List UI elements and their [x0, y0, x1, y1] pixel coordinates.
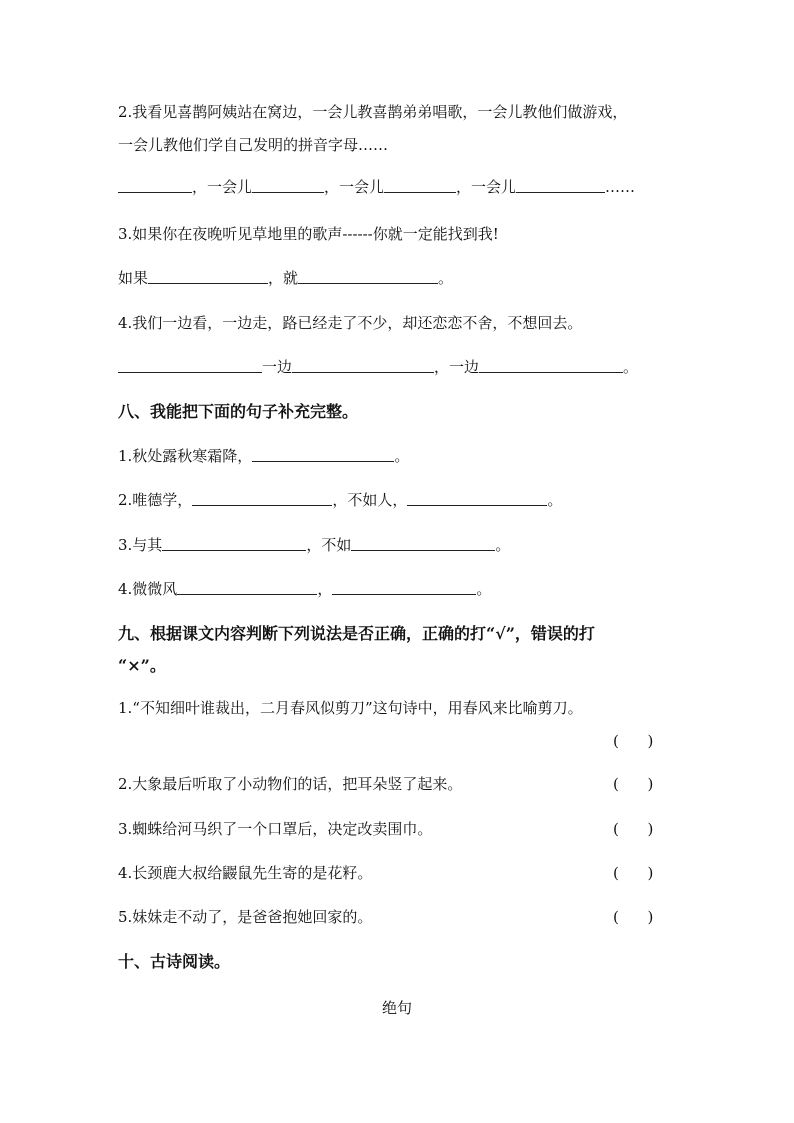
- section-9-heading-line1: 九、根据课文内容判断下列说法是否正确，正确的打“√”，错误的打: [118, 624, 595, 643]
- answer-blank[interactable]: [118, 357, 262, 373]
- blank-separator: ，: [317, 580, 333, 598]
- answer-parentheses[interactable]: ( ): [613, 732, 654, 750]
- blank-separator: ，就: [268, 269, 299, 287]
- poem-title: 绝句: [381, 999, 412, 1017]
- s8-item-1: [118, 446, 409, 466]
- item-prefix: 3.与其: [118, 536, 163, 554]
- q2-text-line1: 2.我看见喜鹊阿姨站在窝边，一会儿教喜鹊弟弟唱歌，一会儿教他们做游戏，: [118, 103, 628, 121]
- s9-statement-3: 3.蜘蛛给河马织了一个口罩后，决定改卖围巾。: [118, 820, 433, 838]
- s9-statement-1: 1.“不知细叶谁裁出，二月春风似剪刀”这句诗中，用春风来比喻剪刀。: [118, 699, 583, 717]
- s9-statement-2: 2.大象最后听取了小动物们的话，把耳朵竖了起来。: [118, 775, 463, 793]
- blank-separator: ，一会儿: [324, 178, 385, 196]
- item-prefix: 4.微微风: [118, 580, 178, 598]
- section-8-heading: 八、我能把下面的句子补充完整。: [118, 402, 359, 421]
- answer-blank[interactable]: [252, 446, 394, 462]
- blank-ending: 。: [394, 447, 410, 465]
- s9-statement-4: 4.长颈鹿大叔给鼹鼠先生寄的是花籽。: [118, 864, 373, 882]
- answer-blank[interactable]: [516, 177, 605, 193]
- blank-separator: ，一边: [434, 358, 480, 376]
- q3-fill-line: [118, 268, 453, 288]
- blank-separator: ，一会儿: [192, 178, 253, 196]
- answer-blank[interactable]: [407, 490, 547, 506]
- answer-blank[interactable]: [298, 268, 438, 284]
- s8-item-2: [118, 490, 562, 510]
- q4-fill-line: [118, 357, 638, 377]
- answer-parentheses[interactable]: ( ): [613, 820, 654, 838]
- answer-blank[interactable]: [192, 490, 332, 506]
- answer-blank[interactable]: [118, 177, 192, 193]
- blank-ending: ……: [605, 178, 636, 196]
- q2-fill-line: [118, 177, 635, 197]
- answer-blank[interactable]: [177, 579, 317, 595]
- answer-blank[interactable]: [384, 177, 456, 193]
- answer-blank[interactable]: [479, 357, 623, 373]
- item-prefix: 2.唯德学，: [118, 491, 193, 509]
- answer-blank[interactable]: [292, 357, 434, 373]
- section-9-heading-line2: “×”。: [118, 656, 166, 675]
- answer-blank[interactable]: [162, 535, 306, 551]
- answer-blank[interactable]: [351, 535, 495, 551]
- item-prefix: 1.秋处露秋寒霜降，: [118, 447, 253, 465]
- q3-text: 3.如果你在夜晚听见草地里的歌声------你就一定能找到我!: [118, 225, 499, 243]
- blank-ending: 。: [547, 491, 563, 509]
- blank-ending: 。: [438, 269, 454, 287]
- blank-separator: 一边: [262, 358, 293, 376]
- blank-prefix: 如果: [118, 269, 149, 287]
- blank-separator: ，一会儿: [456, 178, 517, 196]
- answer-parentheses[interactable]: ( ): [613, 864, 654, 882]
- s8-item-3: [118, 535, 510, 555]
- blank-separator: ，不如: [306, 536, 352, 554]
- s9-statement-5: 5.妹妹走不动了，是爸爸抱她回家的。: [118, 908, 373, 926]
- blank-ending: 。: [495, 536, 511, 554]
- blank-separator: ，不如人，: [332, 491, 408, 509]
- answer-blank[interactable]: [252, 177, 324, 193]
- q2-text-line2: 一会儿教他们学自己发明的拼音字母……: [118, 136, 389, 154]
- answer-blank[interactable]: [332, 579, 476, 595]
- section-10-heading: 十、古诗阅读。: [118, 952, 231, 971]
- blank-ending: 。: [623, 358, 639, 376]
- s8-item-4: [118, 579, 491, 599]
- answer-parentheses[interactable]: ( ): [613, 908, 654, 926]
- answer-blank[interactable]: [148, 268, 268, 284]
- q4-text: 4.我们一边看，一边走，路已经走了不少，却还恋恋不舍，不想回去。: [118, 314, 583, 332]
- answer-parentheses[interactable]: ( ): [613, 775, 654, 793]
- blank-ending: 。: [476, 580, 492, 598]
